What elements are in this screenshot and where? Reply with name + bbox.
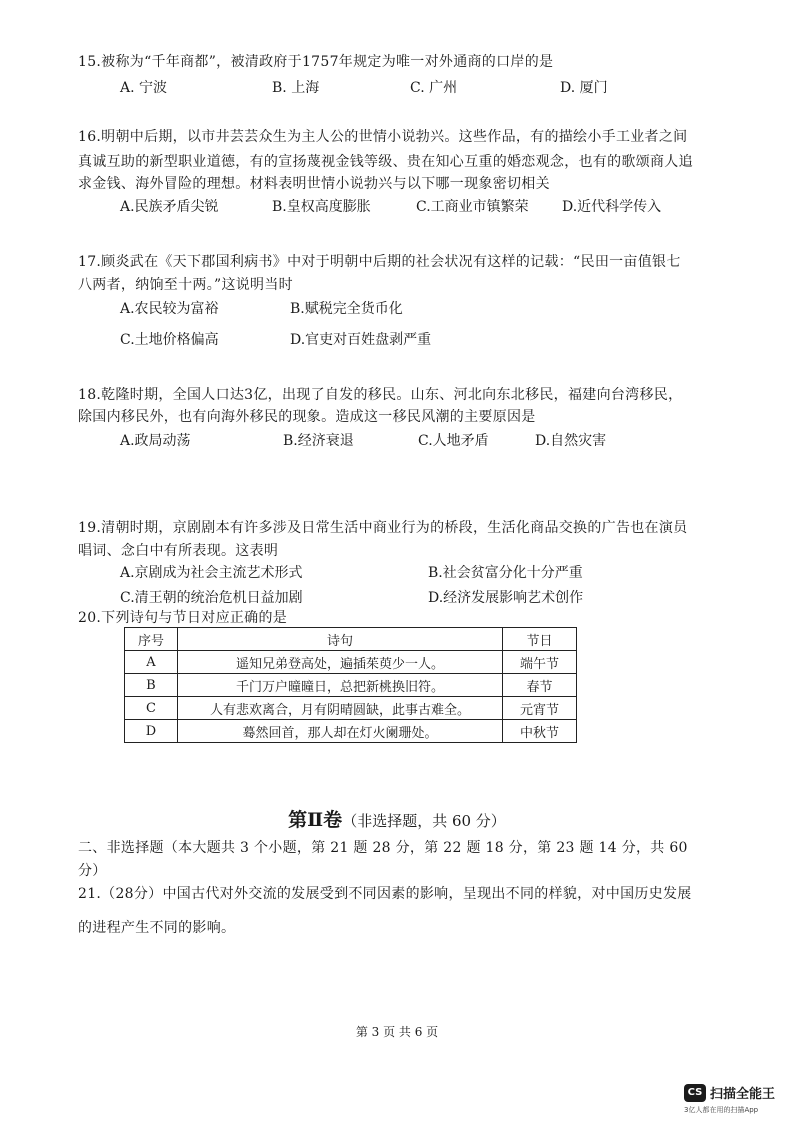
q19-option-c: C.清王朝的统治危机日益加剧 <box>120 590 303 606</box>
q15-stem: 15.被称为“千年商都”，被清政府于1757年规定为唯一对外通商的口岸的是 <box>78 54 554 70</box>
q15-option-c: C. 广州 <box>410 80 458 96</box>
header-poem: 诗句 <box>177 628 502 651</box>
camscanner-logo-icon: CS <box>684 1084 706 1102</box>
q17-option-d: D.官吏对百姓盘剥严重 <box>290 332 432 348</box>
table-header-row <box>125 628 577 651</box>
row-b-poem: 千门万户曈曈日，总把新桃换旧符。 <box>177 674 502 697</box>
page-footer: 第 3 页 共 6 页 <box>355 1025 439 1039</box>
q21-line-2: 的进程产生不同的影响。 <box>78 920 236 936</box>
table-row <box>125 697 577 720</box>
q15-option-d: D. 厦门 <box>560 80 608 96</box>
q18-line-1: 18.乾隆时期，全国人口达3亿，出现了自发的移民。山东、河北向东北移民，福建向台湾移民， <box>78 387 683 403</box>
row-a-poem: 遥知兄弟登高处，遍插茱萸少一人。 <box>177 651 502 674</box>
q19-option-b: B.社会贫富分化十分严重 <box>428 565 583 581</box>
part2-title: 第Ⅱ卷 <box>288 809 343 831</box>
part2-instruction-line-1: 二、非选择题（本大题共 3 个小题，第 21 题 28 分，第 22 题 18 分，第 23 题 14 分，共 60 <box>78 840 688 856</box>
q18-option-c: C.人地矛盾 <box>418 433 489 449</box>
q16-line-3: 求金钱、海外冒险的理想。材料表明世情小说勃兴与以下哪一现象密切相关 <box>78 176 550 192</box>
q16-option-a: A.民族矛盾尖锐 <box>120 199 219 215</box>
header-number: 序号 <box>125 628 178 651</box>
header-festival: 节日 <box>503 628 577 651</box>
row-d-label: D <box>125 720 178 743</box>
watermark-app-name: 扫描全能王 <box>710 1087 776 1102</box>
q19-option-a: A.京剧成为社会主流艺术形式 <box>120 565 303 581</box>
table-row <box>125 674 577 697</box>
part2-instruction-line-2: 分） <box>78 863 107 879</box>
q19-option-d: D.经济发展影响艺术创作 <box>428 590 584 606</box>
row-d-poem: 蓦然回首，那人却在灯火阑珊处。 <box>177 720 502 743</box>
q16-option-c: C.工商业市镇繁荣 <box>416 199 529 215</box>
row-c-poem: 人有悲欢离合，月有阴晴圆缺，此事古难全。 <box>177 697 502 720</box>
q21-line-1: 21.（28分）中国古代对外交流的发展受到不同因素的影响，呈现出不同的样貌，对中国历史发展 <box>78 886 692 902</box>
q19-line-2: 唱词、念白中有所表现。这表明 <box>78 543 279 559</box>
q16-option-d: D.近代科学传入 <box>562 199 662 215</box>
row-b-festival: 春节 <box>503 674 577 697</box>
q15-option-b: B. 上海 <box>272 80 320 96</box>
row-a-festival: 端午节 <box>503 651 577 674</box>
q18-option-d: D.自然灾害 <box>535 433 607 449</box>
q16-line-1: 16.明朝中后期，以市井芸芸众生为主人公的世情小说勃兴。这些作品，有的描绘小手工业者之间 <box>78 129 688 145</box>
poem-festival-table <box>124 627 577 743</box>
row-a-label: A <box>125 651 178 674</box>
q19-line-1: 19.清朝时期，京剧剧本有许多涉及日常生活中商业行为的桥段，生活化商品交换的广告也在演员 <box>78 520 688 536</box>
q17-option-a: A.农民较为富裕 <box>120 301 219 317</box>
row-c-label: C <box>125 697 178 720</box>
row-d-festival: 中秋节 <box>503 720 577 743</box>
scanner-watermark <box>684 1082 788 1116</box>
q15-option-a: A. 宁波 <box>120 80 168 96</box>
q18-option-a: A.政局动荡 <box>120 433 191 449</box>
q17-option-b: B.赋税完全货币化 <box>290 301 403 317</box>
table-row <box>125 651 577 674</box>
q17-line-2: 八两者，纳饷至十两。”这说明当时 <box>78 277 293 293</box>
q17-line-1: 17.顾炎武在《天下郡国利病书》中对于明朝中后期的社会状况有这样的记载：“民田一亩值银七 <box>78 254 681 270</box>
part2-heading <box>0 805 794 832</box>
q20-stem: 20.下列诗句与节日对应正确的是 <box>78 610 288 626</box>
q17-option-c: C.土地价格偏高 <box>120 332 219 348</box>
q18-option-b: B.经济衰退 <box>283 433 354 449</box>
row-b-label: B <box>125 674 178 697</box>
watermark-tagline: 3亿人都在用的扫描App <box>684 1106 759 1114</box>
part2-subtitle: （非选择题，共 60 分） <box>342 812 506 830</box>
row-c-festival: 元宵节 <box>503 697 577 720</box>
q18-line-2: 除国内移民外，也有向海外移民的现象。造成这一移民风潮的主要原因是 <box>78 409 536 425</box>
q16-line-2: 真诚互助的新型职业道德，有的宣扬蔑视金钱等级、贵在知心互重的婚恋观念，也有的歌颂商人追 <box>78 154 693 170</box>
q16-option-b: B.皇权高度膨胀 <box>272 199 371 215</box>
table-row <box>125 720 577 743</box>
